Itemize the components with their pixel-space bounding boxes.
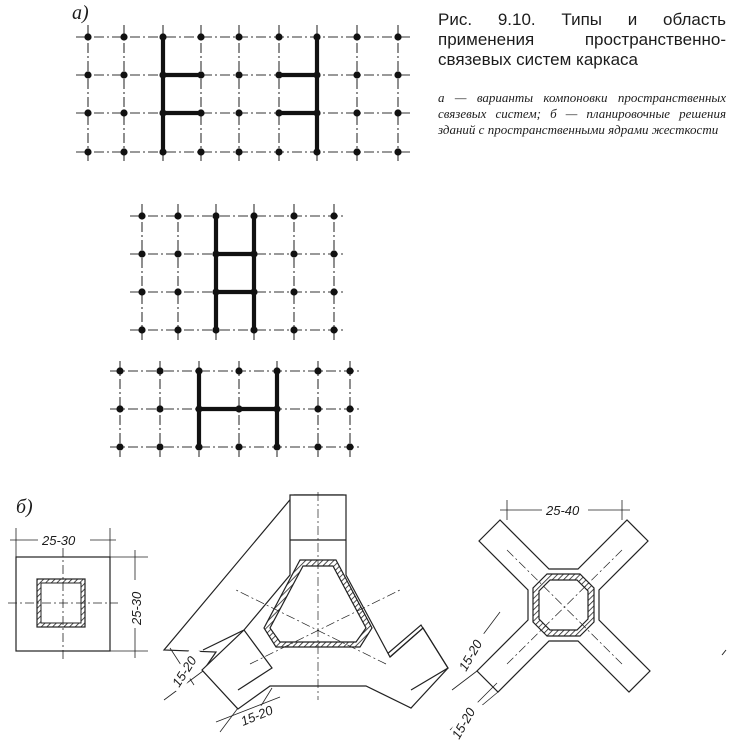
column-node bbox=[273, 443, 280, 450]
column-node bbox=[353, 33, 360, 40]
cross-width-dimension: 25-40 bbox=[546, 503, 580, 518]
column-node bbox=[120, 109, 127, 116]
column-node bbox=[353, 109, 360, 116]
column-node bbox=[159, 33, 166, 40]
cross-arm-dimension-1: 15-20 bbox=[455, 637, 486, 674]
column-node bbox=[156, 367, 163, 374]
column-node bbox=[346, 367, 353, 374]
column-node bbox=[313, 71, 320, 78]
column-node bbox=[330, 326, 337, 333]
column-node bbox=[212, 288, 219, 295]
column-node bbox=[330, 250, 337, 257]
column-node bbox=[314, 405, 321, 412]
column-node bbox=[235, 33, 242, 40]
column-node bbox=[250, 212, 257, 219]
column-node bbox=[330, 288, 337, 295]
column-node bbox=[195, 367, 202, 374]
column-node bbox=[120, 148, 127, 155]
column-node bbox=[212, 250, 219, 257]
column-node bbox=[394, 71, 401, 78]
column-node bbox=[235, 367, 242, 374]
column-node bbox=[116, 405, 123, 412]
column-node bbox=[250, 250, 257, 257]
column-node bbox=[346, 405, 353, 412]
square-width-dimension: 25-30 bbox=[42, 533, 76, 548]
column-node bbox=[235, 405, 242, 412]
stray-mark bbox=[722, 650, 726, 655]
label-b: б) bbox=[16, 496, 33, 518]
column-node bbox=[273, 405, 280, 412]
column-node bbox=[394, 109, 401, 116]
column-node bbox=[138, 250, 145, 257]
column-node bbox=[290, 326, 297, 333]
column-node bbox=[353, 71, 360, 78]
column-node bbox=[174, 326, 181, 333]
column-node bbox=[235, 109, 242, 116]
cross-arm-dimension-2: 15-20 bbox=[448, 705, 479, 742]
column-node bbox=[116, 443, 123, 450]
tri-arm-dimension-1: 15-20 bbox=[168, 653, 200, 690]
column-node bbox=[273, 367, 280, 374]
column-node bbox=[346, 443, 353, 450]
column-node bbox=[174, 288, 181, 295]
column-node bbox=[250, 288, 257, 295]
column-node bbox=[353, 148, 360, 155]
column-node bbox=[174, 250, 181, 257]
column-node bbox=[275, 148, 282, 155]
column-node bbox=[275, 109, 282, 116]
column-node bbox=[197, 109, 204, 116]
column-node bbox=[314, 443, 321, 450]
column-node bbox=[195, 443, 202, 450]
column-node bbox=[313, 33, 320, 40]
column-node bbox=[120, 33, 127, 40]
column-node bbox=[84, 71, 91, 78]
column-node bbox=[120, 71, 127, 78]
column-node bbox=[394, 148, 401, 155]
column-node bbox=[195, 405, 202, 412]
column-node bbox=[275, 71, 282, 78]
column-node bbox=[212, 326, 219, 333]
column-node bbox=[235, 443, 242, 450]
column-node bbox=[84, 33, 91, 40]
column-node bbox=[330, 212, 337, 219]
column-node bbox=[313, 148, 320, 155]
column-node bbox=[314, 367, 321, 374]
grid-plan-3 bbox=[110, 361, 360, 457]
tri-arm-dimension-2: 15-20 bbox=[238, 702, 275, 729]
column-node bbox=[290, 250, 297, 257]
grid-plan-1 bbox=[76, 25, 410, 164]
column-node bbox=[394, 33, 401, 40]
cross-core bbox=[450, 500, 650, 730]
column-node bbox=[138, 212, 145, 219]
column-node bbox=[197, 148, 204, 155]
column-node bbox=[156, 443, 163, 450]
column-node bbox=[290, 212, 297, 219]
grid-plan-2 bbox=[130, 204, 346, 342]
caption-title: Рис. 9.10. Типы и область применения пространственно-связевых систем каркаса bbox=[438, 10, 726, 69]
column-node bbox=[250, 326, 257, 333]
column-node bbox=[174, 212, 181, 219]
column-node bbox=[84, 109, 91, 116]
column-node bbox=[197, 71, 204, 78]
column-node bbox=[159, 148, 166, 155]
column-node bbox=[159, 71, 166, 78]
label-a: а) bbox=[72, 2, 89, 24]
column-node bbox=[235, 148, 242, 155]
column-node bbox=[290, 288, 297, 295]
column-node bbox=[197, 33, 204, 40]
column-node bbox=[159, 109, 166, 116]
caption-description: а — варианты компоновки пространственных связевых систем; б — планировочные решения зданий с пространственными ядрами жесткости bbox=[438, 90, 726, 137]
column-node bbox=[275, 33, 282, 40]
column-node bbox=[212, 212, 219, 219]
column-node bbox=[313, 109, 320, 116]
column-node bbox=[84, 148, 91, 155]
square-height-dimension: 25-30 bbox=[129, 591, 144, 625]
column-node bbox=[116, 367, 123, 374]
square-core bbox=[8, 528, 148, 662]
column-node bbox=[156, 405, 163, 412]
triangular-core bbox=[164, 492, 448, 732]
column-node bbox=[138, 326, 145, 333]
column-node bbox=[235, 71, 242, 78]
column-node bbox=[138, 288, 145, 295]
